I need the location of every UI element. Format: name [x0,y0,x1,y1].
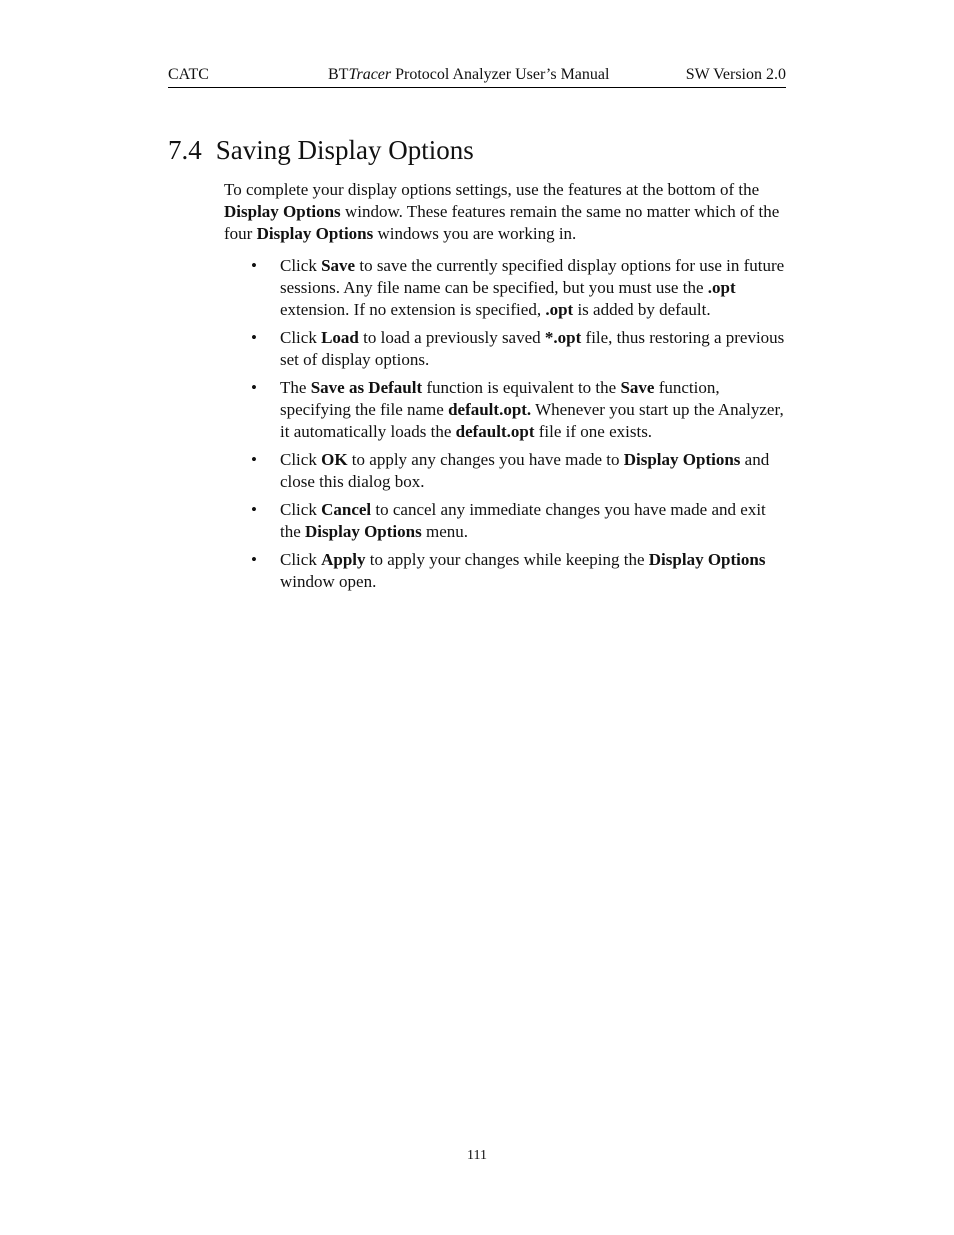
text-run: window open. [280,572,377,591]
page-header [168,64,786,88]
section-title [168,132,474,168]
text-run: Click [280,256,322,275]
text-run: and close this dialog box. [280,450,770,491]
text-run: window. These features remain the same no matter which of the four [224,202,780,243]
text-run: to cancel any immediate changes you have made and exit the [280,500,766,541]
header-title-italic: Tracer [348,66,392,83]
text-run: to apply your changes while keeping the [365,550,649,569]
header-title-prefix: BT [328,66,349,83]
bullet-item [251,377,786,443]
bold-term: Apply [321,550,366,569]
bullet-symbol: • [251,500,257,519]
header-company: CATC [168,66,209,83]
bold-term: Save [620,378,655,397]
bullet-item [251,549,786,593]
header-manual-title [328,66,609,84]
bold-term: .opt [707,278,736,297]
bold-term: Display Options [224,202,341,221]
bold-term: Display Options [648,550,766,569]
text-run: function is equivalent to the [422,378,621,397]
text-run: Click [280,550,322,569]
bold-term: default.opt [455,422,535,441]
bullet-item [251,499,786,543]
bold-term: Display Options [256,224,374,243]
bullet-symbol: • [251,378,257,397]
text-run: Whenever you start up the Analyzer, it automatically loads the [280,400,784,441]
bullet-item [251,255,786,321]
text-run: to load a previously saved [358,328,545,347]
text-run: function, specifying the file name [280,378,720,419]
text-run: file if one exists. [534,422,653,441]
text-run: menu. [421,522,468,541]
bold-term: Save as Default [310,378,423,397]
section-title-text: Saving Display Options [215,135,474,165]
bullet-symbol: • [251,450,257,469]
page-number: 111 [467,1148,487,1163]
bold-term: .opt [545,300,574,319]
text-run: windows you are working in. [373,224,577,243]
bullet-item [251,449,786,493]
text-run: Click [280,450,322,469]
text-run: to save the currently specified display options for use in future sessions. Any file name can be specified, but you must use the [280,256,785,297]
intro-paragraph [224,179,786,245]
bullet-symbol: • [251,550,257,569]
bold-term: default.opt. [448,400,532,419]
section-number: 7.4 [168,135,202,165]
bold-term: Cancel [321,500,372,519]
page-footer [0,1148,954,1164]
header-title-suffix: Protocol Analyzer User’s Manual [391,66,610,83]
text-run: is added by default. [573,300,711,319]
bold-term: Display Options [623,450,741,469]
bold-term: Save [321,256,356,275]
text-run: Click [280,500,322,519]
bullet-symbol: • [251,256,257,275]
bold-term: *.opt [544,328,582,347]
bold-term: OK [321,450,348,469]
text-run: The [280,378,311,397]
text-run: extension. If no extension is specified, [280,300,546,319]
bullet-list [251,255,786,599]
bullet-item [251,327,786,371]
bullet-symbol: • [251,328,257,347]
text-run: file, thus restoring a previous set of display options. [280,328,785,369]
header-version: SW Version 2.0 [685,66,786,83]
text-run: to apply any changes you have made to [347,450,624,469]
bold-term: Load [321,328,359,347]
text-run: Click [280,328,322,347]
text-run: To complete your display options settings, use the features at the bottom of the [224,180,760,199]
bold-term: Display Options [305,522,422,541]
